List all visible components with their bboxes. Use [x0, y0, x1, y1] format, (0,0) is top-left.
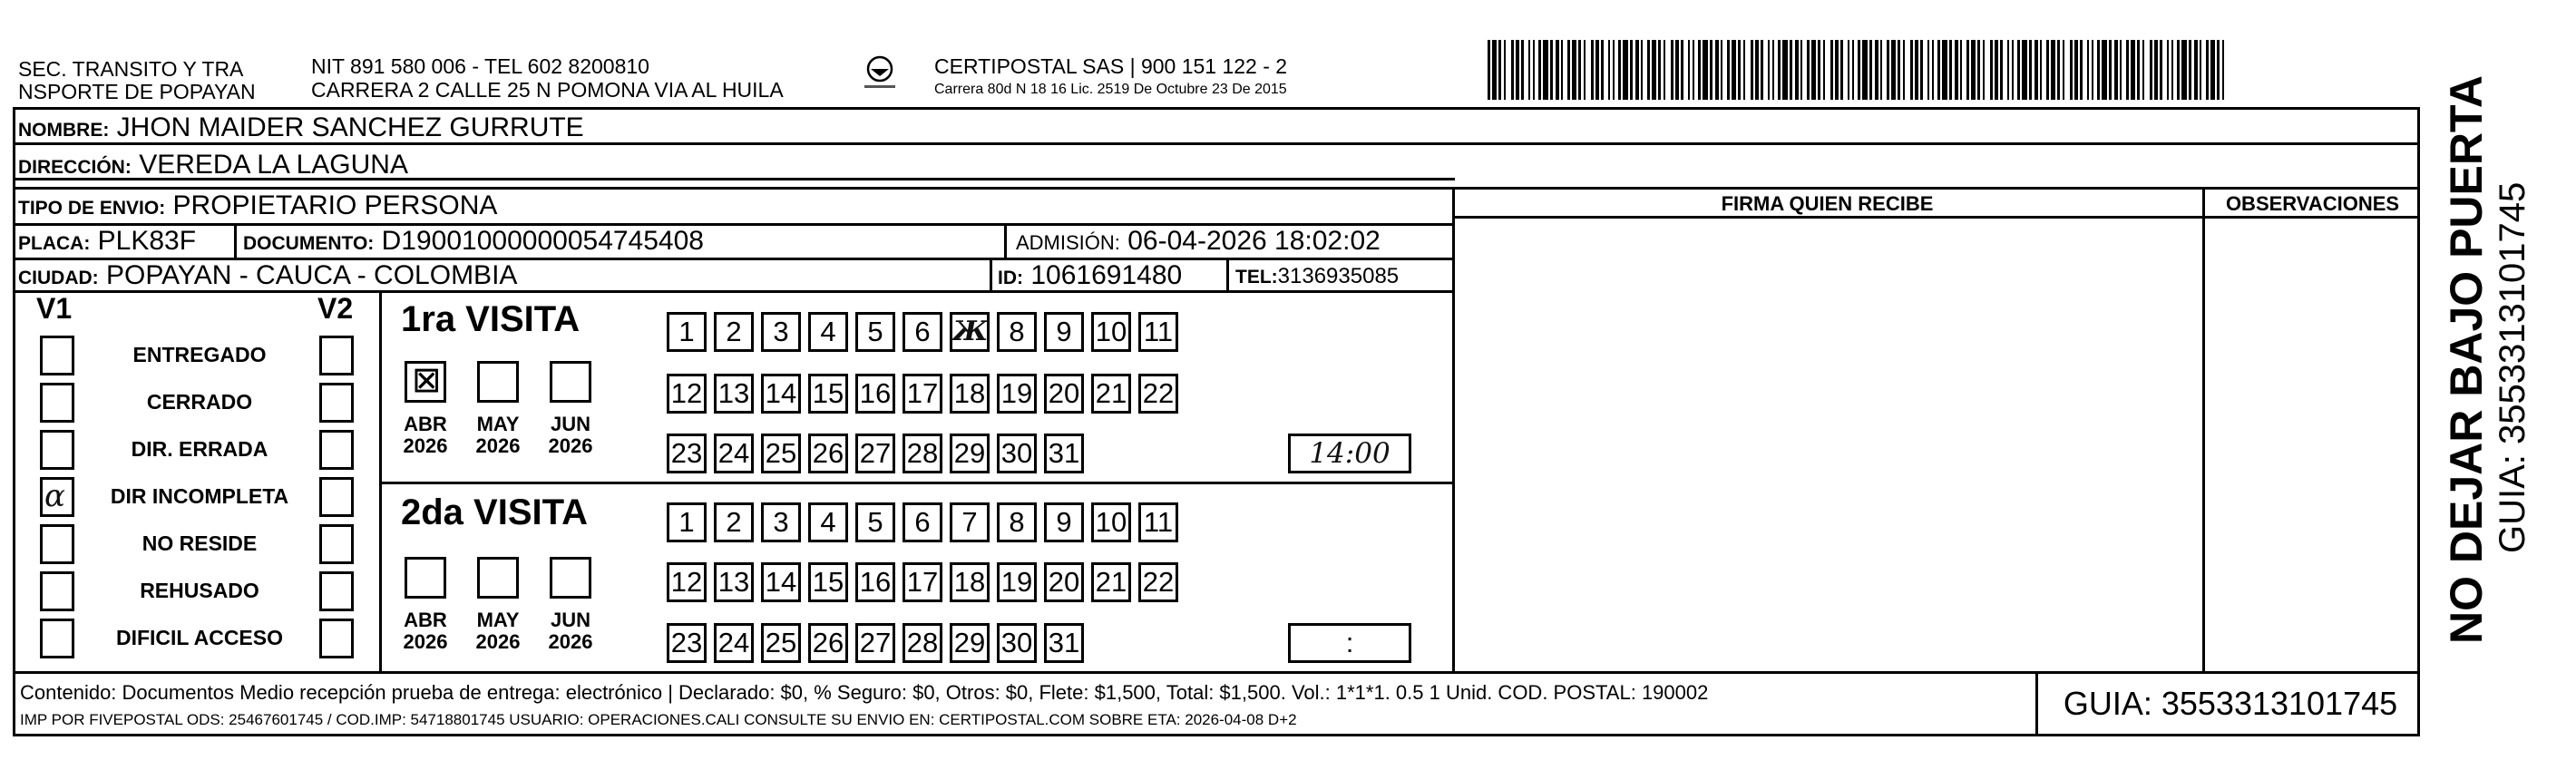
- id-label: ID:: [998, 268, 1023, 288]
- direccion-label: DIRECCIÓN:: [18, 157, 132, 178]
- status-label: DIR INCOMPLETA: [110, 484, 289, 508]
- nombre-value: JHON MAIDER SANCHEZ GURRUTE: [116, 112, 584, 142]
- day-box[interactable]: 12: [667, 374, 707, 414]
- admision-value: 06-04-2026 18:02:02: [1127, 226, 1381, 256]
- v1-checkbox[interactable]: [40, 619, 74, 658]
- day-box[interactable]: 20: [1044, 374, 1084, 414]
- v2-checkbox[interactable]: [319, 477, 354, 517]
- day-box[interactable]: 23: [667, 434, 707, 473]
- day-box[interactable]: 18: [950, 374, 990, 414]
- id-value: 1061691480: [1030, 260, 1183, 290]
- v1-checkbox[interactable]: [40, 524, 74, 564]
- day-box[interactable]: 31: [1044, 434, 1084, 473]
- month-checkbox[interactable]: [405, 557, 446, 599]
- day-box[interactable]: 9: [1044, 502, 1084, 542]
- v2-checkbox[interactable]: [319, 571, 354, 611]
- direccion-row: [18, 150, 408, 180]
- month-label: JUN 2026: [548, 413, 593, 457]
- nombre-row: [18, 112, 584, 143]
- first-visit-title: 1ra VISITA: [401, 299, 581, 339]
- status-label: DIFICIL ACCESO: [115, 626, 283, 649]
- placa-value: PLK83F: [97, 226, 197, 256]
- v2-checkbox[interactable]: [319, 619, 354, 658]
- day-box[interactable]: 17: [903, 562, 942, 602]
- day-box[interactable]: 26: [808, 623, 848, 663]
- footer-guia-box: GUIA: 3553313101745: [2063, 685, 2398, 722]
- day-box[interactable]: 2: [714, 502, 754, 542]
- observaciones-header: OBSERVACIONES: [2225, 192, 2400, 215]
- tipo-value: PROPIETARIO PERSONA: [172, 190, 498, 220]
- day-box[interactable]: 1: [667, 312, 707, 352]
- day-box[interactable]: 24: [714, 434, 754, 473]
- status-label: ENTREGADO: [132, 343, 267, 366]
- day-box[interactable]: 28: [903, 434, 942, 473]
- month-label: MAY 2026: [475, 609, 521, 653]
- day-box[interactable]: 21: [1091, 374, 1131, 414]
- status-label: NO RESIDE: [141, 531, 258, 555]
- second-visit-title: 2da VISITA: [401, 492, 588, 532]
- v2-checkbox[interactable]: [319, 336, 354, 375]
- day-box[interactable]: 26: [808, 434, 848, 473]
- day-box[interactable]: 14: [761, 374, 801, 414]
- documento-row: [243, 226, 704, 257]
- day-box[interactable]: 18: [950, 562, 990, 602]
- day-box[interactable]: 3: [761, 502, 801, 542]
- no-dejar-warning: NO DEJAR BAJO PUERTA: [2441, 75, 2492, 644]
- barcode: [1488, 40, 2231, 100]
- placa-row: [18, 226, 196, 257]
- day-box[interactable]: 22: [1138, 374, 1178, 414]
- day-box[interactable]: 11: [1138, 312, 1178, 352]
- month-label: MAY 2026: [475, 413, 521, 457]
- day-box[interactable]: 16: [855, 562, 895, 602]
- day-box[interactable]: 6: [903, 312, 942, 352]
- day-box[interactable]: 31: [1044, 623, 1084, 663]
- placa-label: PLACA:: [18, 233, 91, 254]
- v2-checkbox[interactable]: [319, 383, 354, 423]
- carrier-line: CERTIPOSTAL SAS | 900 151 122 - 2: [934, 54, 1288, 78]
- day-box[interactable]: 12: [667, 562, 707, 602]
- admision-row: [1016, 226, 1381, 257]
- day-box[interactable]: 9: [1044, 312, 1084, 352]
- day-box[interactable]: 1: [667, 502, 707, 542]
- carrier-subline: Carrera 80d N 18 16 Lic. 2519 De Octubre 23 De 2015: [934, 82, 1287, 97]
- day-box[interactable]: 24: [714, 623, 754, 663]
- admision-label: ADMISIÓN:: [1016, 231, 1120, 254]
- status-label: DIR. ERRADA: [131, 437, 268, 461]
- time-box[interactable]: [1288, 434, 1411, 473]
- nombre-label: NOMBRE:: [18, 120, 110, 141]
- day-box[interactable]: 29: [950, 623, 990, 663]
- day-box[interactable]: 19: [997, 374, 1037, 414]
- month-label: ABR 2026: [403, 609, 448, 653]
- carrier-logo: [857, 53, 903, 98]
- day-box[interactable]: 15: [808, 374, 848, 414]
- day-box[interactable]: 25: [761, 623, 801, 663]
- month-label: ABR 2026: [403, 413, 448, 457]
- v1-label: V1: [36, 292, 73, 325]
- day-box[interactable]: 14: [761, 562, 801, 602]
- day-box[interactable]: 27: [855, 434, 895, 473]
- month-checkbox[interactable]: ☒: [405, 361, 446, 403]
- day-box[interactable]: 11: [1138, 502, 1178, 542]
- day-box[interactable]: 23: [667, 623, 707, 663]
- day-box[interactable]: 2: [714, 312, 754, 352]
- time-value: 14:00: [1309, 437, 1390, 470]
- side-guia: GUIA: 3553313101745: [2493, 181, 2532, 553]
- day-box[interactable]: 20: [1044, 562, 1084, 602]
- office-line-2: NSPORTE DE POPAYAN: [18, 80, 256, 103]
- time-value: :: [1345, 627, 1354, 658]
- day-box[interactable]: 19: [997, 562, 1037, 602]
- day-box[interactable]: 4: [808, 312, 848, 352]
- v1-checkbox[interactable]: [40, 571, 74, 611]
- day-box[interactable]: 7: [950, 502, 990, 542]
- month-checkbox[interactable]: [550, 557, 591, 599]
- day-box[interactable]: 8: [997, 502, 1037, 542]
- v1-checkbox[interactable]: [40, 383, 74, 423]
- day-box[interactable]: 27: [855, 623, 895, 663]
- month-checkbox[interactable]: [550, 361, 591, 403]
- day-box[interactable]: 25: [761, 434, 801, 473]
- ciudad-row: [18, 260, 517, 291]
- documento-value: D19001000000054745408: [381, 226, 704, 256]
- day-box[interactable]: 5: [855, 312, 895, 352]
- day-box[interactable]: 30: [997, 623, 1037, 663]
- day-box[interactable]: 29: [950, 434, 990, 473]
- v1-checkbox[interactable]: [40, 430, 74, 470]
- firma-header: FIRMA QUIEN RECIBE: [1721, 192, 1934, 215]
- month-checkbox[interactable]: [477, 361, 519, 403]
- v2-checkbox[interactable]: [319, 524, 354, 564]
- ciudad-label: CIUDAD:: [18, 268, 99, 288]
- tipo-label: TIPO DE ENVIO:: [18, 198, 166, 219]
- status-label: REHUSADO: [140, 579, 259, 602]
- tel-row: [1235, 264, 1399, 289]
- month-label: JUN 2026: [548, 609, 593, 653]
- day-box[interactable]: 3: [761, 312, 801, 352]
- tel-value: 3136935085: [1277, 264, 1400, 288]
- footer-line-1: Contenido: Documentos Medio recepción prueba de entrega: electrónico | Declarado: $0, % Seguro: $0, Otros: $0, Flete: $1,500, Total: $1,500. Vol.: 1*1*1. 0.5 1 Unid. COD. POSTAL: 190002: [20, 681, 1709, 704]
- day-box[interactable]: 17: [903, 374, 942, 414]
- day-box[interactable]: 6: [903, 502, 942, 542]
- office-line-1: SEC. TRANSITO Y TRA: [18, 57, 244, 81]
- nit-line: NIT 891 580 006 - TEL 602 8200810: [311, 54, 649, 78]
- day-box[interactable]: 21: [1091, 562, 1131, 602]
- day-box[interactable]: 8: [997, 312, 1037, 352]
- id-row: [998, 260, 1182, 291]
- day-box[interactable]: Ж: [950, 312, 990, 352]
- day-box[interactable]: 10: [1091, 312, 1131, 352]
- day-box[interactable]: 28: [903, 623, 942, 663]
- time-box[interactable]: [1288, 623, 1411, 663]
- day-box[interactable]: 15: [808, 562, 848, 602]
- v2-label: V2: [317, 292, 354, 325]
- day-box[interactable]: 16: [855, 374, 895, 414]
- day-box[interactable]: 30: [997, 434, 1037, 473]
- day-box[interactable]: 13: [714, 374, 754, 414]
- month-checkbox[interactable]: [477, 557, 519, 599]
- day-box[interactable]: 13: [714, 562, 754, 602]
- v2-checkbox[interactable]: [319, 430, 354, 470]
- footer-line-2: IMP POR FIVEPOSTAL ODS: 25467601745 / COD.IMP: 54718801745 USUARIO: OPERACIONES.CALI CONSULTE SU ENVIO EN: CERTIPOSTAL.COM SOBRE ETA: 2026-04-08 D+2: [20, 711, 1297, 728]
- v1-checkbox[interactable]: [40, 336, 74, 375]
- ciudad-value: POPAYAN - CAUCA - COLOMBIA: [106, 260, 518, 290]
- day-box[interactable]: 22: [1138, 562, 1178, 602]
- direccion-value: VEREDA LA LAGUNA: [139, 150, 408, 180]
- tel-label: TEL:: [1235, 267, 1278, 288]
- status-label: CERRADO: [146, 390, 253, 414]
- v1-checkbox[interactable]: α: [40, 477, 74, 517]
- day-box[interactable]: 5: [855, 502, 895, 542]
- tipo-row: [18, 190, 497, 221]
- day-box[interactable]: 10: [1091, 502, 1131, 542]
- day-box[interactable]: 4: [808, 502, 848, 542]
- documento-label: DOCUMENTO:: [243, 233, 375, 254]
- address-line: CARRERA 2 CALLE 25 N POMONA VIA AL HUILA: [311, 78, 784, 102]
